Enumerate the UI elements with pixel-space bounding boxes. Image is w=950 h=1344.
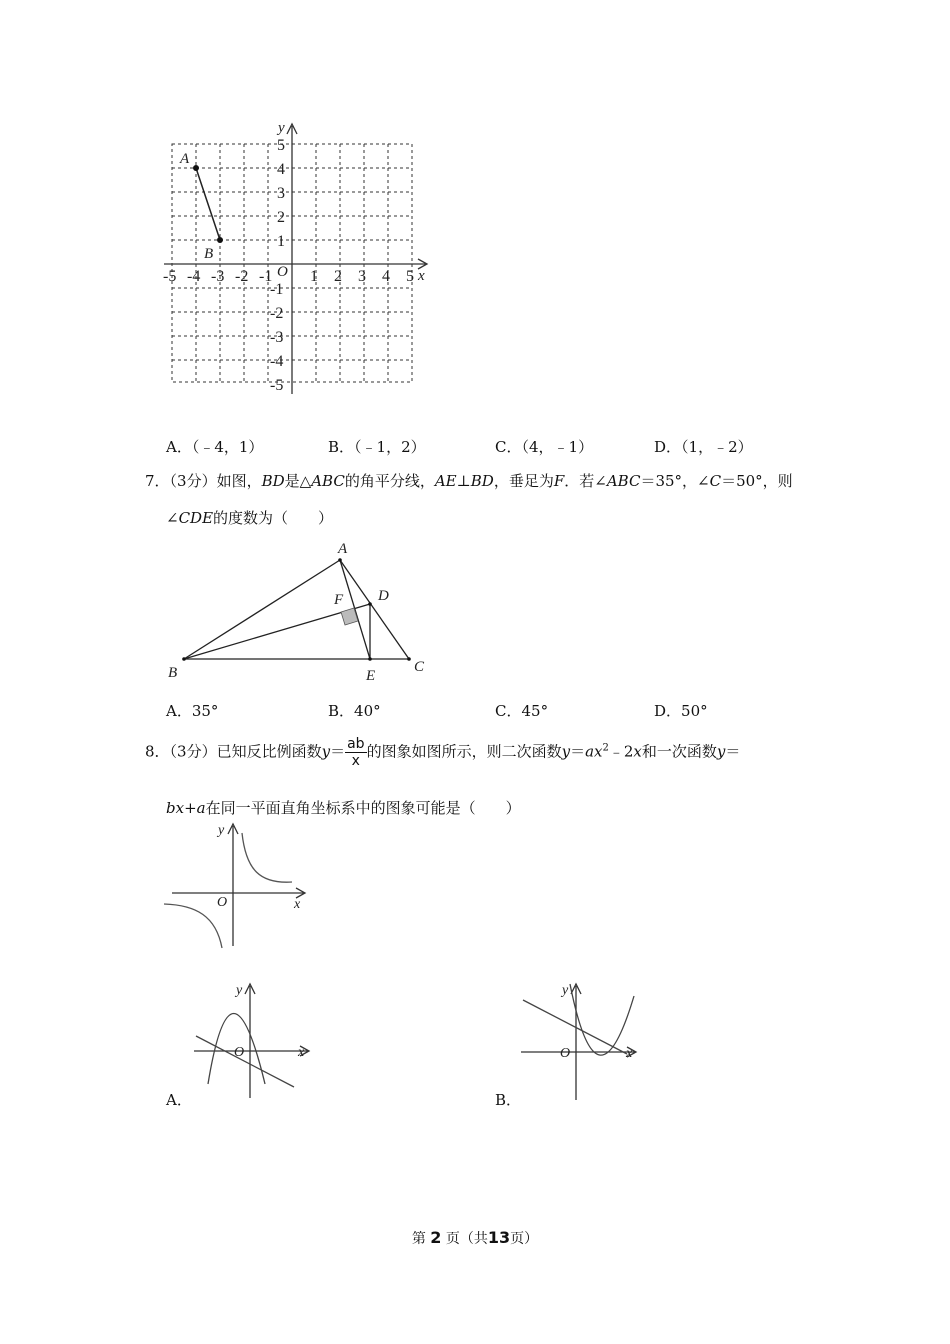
origin-label: O <box>234 1045 245 1060</box>
x-tick-label: -3 <box>211 268 225 285</box>
q8-hyperbola-figure <box>160 820 320 955</box>
q6-option-d[interactable]: D．（1，﹣2） <box>654 438 753 456</box>
origin-label: O <box>217 895 228 910</box>
q7-stem-line1: 7．（3分）如图，BD是△ABC的角平分线，AE⊥BD，垂足为F．若∠ABC＝35°，∠C＝50°，则 <box>145 472 793 490</box>
y-tick-label: 3 <box>277 185 285 202</box>
q8-stem-line2: bx+a在同一平面直角坐标系中的图象可能是（ ） <box>166 799 521 817</box>
x-tick-label: 4 <box>382 268 390 285</box>
origin-label: O <box>560 1046 571 1061</box>
parabola-b <box>570 984 634 1055</box>
fraction-ab-over-x: $\frac{ab}{x}$ <box>347 736 365 769</box>
x-tick-label: -1 <box>259 268 273 285</box>
q7-option-c[interactable]: C．45° <box>495 702 549 720</box>
y-tick-label: -2 <box>270 305 284 322</box>
q8-stem-line1: 8．（3分）已知反比例函数y＝ $\frac{ab}{x}$ 的图象如图所示，则二次函数$y=ax^2﹣2x$和一次函数y＝ <box>145 736 741 769</box>
vertex-c-label: C <box>414 659 425 675</box>
point-a <box>193 165 199 171</box>
vertex-a-label: A <box>338 541 348 557</box>
segment-ab <box>196 168 220 240</box>
y-tick-label: -3 <box>270 329 284 346</box>
q8-option-b-graph <box>515 980 645 1105</box>
y-axis-label: y <box>218 823 225 838</box>
y-tick-label: 4 <box>277 161 285 178</box>
x-axis-label: x <box>418 268 425 284</box>
vertex-e-label: E <box>366 668 376 684</box>
y-tick-label: -5 <box>270 377 284 394</box>
hyperbola-branch-q3 <box>164 904 222 948</box>
q6-option-a[interactable]: A．（﹣4，1） <box>166 438 264 456</box>
y-tick-label: -4 <box>270 353 284 370</box>
q8-option-a[interactable]: A． <box>166 1091 192 1109</box>
line-a <box>196 1036 294 1087</box>
x-tick-label: -2 <box>235 268 249 285</box>
q7-option-b[interactable]: B．40° <box>328 702 381 720</box>
q8-option-a-graph <box>190 980 320 1105</box>
y-tick-label: 5 <box>277 137 285 154</box>
q8-option-b[interactable]: B． <box>495 1091 522 1109</box>
q6-option-c[interactable]: C．（4，﹣1） <box>495 438 594 456</box>
x-axis-label: x <box>298 1045 305 1060</box>
vertex-b-label: B <box>168 665 178 681</box>
point-b-label: B <box>204 246 214 262</box>
vertex-d-label: D <box>378 588 389 604</box>
x-tick-label: 1 <box>310 268 318 285</box>
page-number: 2 <box>430 1228 442 1247</box>
point-b <box>217 237 223 243</box>
y-axis-label: y <box>236 983 243 998</box>
q7-option-d[interactable]: D．50° <box>654 702 708 720</box>
point-a-label: A <box>180 151 190 167</box>
x-axis-label: x <box>626 1046 633 1061</box>
x-tick-label: 2 <box>334 268 342 285</box>
x-tick-label: 5 <box>406 268 414 285</box>
page-footer: 第 2 页（共13页） <box>411 1228 539 1247</box>
hyperbola-branch-q1 <box>242 833 292 882</box>
q7-option-a[interactable]: A．35° <box>166 702 219 720</box>
q6-coordinate-grid <box>160 118 440 403</box>
x-tick-label: -4 <box>187 268 201 285</box>
y-axis-label: y <box>278 120 285 136</box>
total-pages: 13 <box>487 1228 511 1247</box>
q6-option-b[interactable]: B．（﹣1，2） <box>328 438 426 456</box>
y-tick-label: 1 <box>277 233 285 250</box>
q7-stem-line2: ∠CDE的度数为（ ） <box>166 509 334 527</box>
origin-label: O <box>277 264 288 280</box>
vertex-f-label: F <box>334 592 344 608</box>
y-tick-label: -1 <box>270 281 284 298</box>
y-tick-label: 2 <box>277 209 285 226</box>
q7-triangle-figure <box>160 540 440 685</box>
x-axis-label: x <box>294 897 301 912</box>
y-axis-label: y <box>562 983 569 998</box>
x-tick-label: 3 <box>358 268 366 285</box>
x-tick-label: -5 <box>163 268 177 285</box>
